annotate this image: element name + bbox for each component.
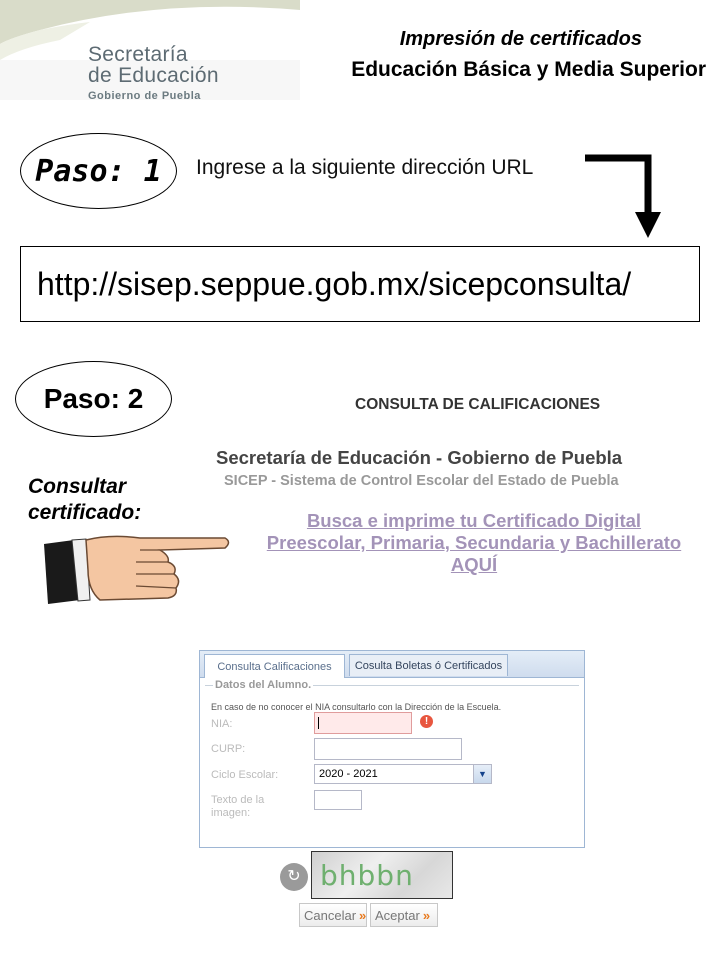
tab-consulta-calificaciones[interactable]: Consulta Calificaciones: [204, 654, 345, 678]
step-1-instruction: Ingrese a la siguiente dirección URL: [196, 156, 534, 179]
nia-note: En caso de no conocer el NIA consultarlo con la Dirección de la Escuela.: [211, 702, 502, 712]
tab-consulta-boletas[interactable]: Cosulta Boletas ó Certificados: [349, 654, 508, 676]
pointing-hand-icon: [40, 530, 235, 610]
ciclo-label: Ciclo Escolar:: [211, 769, 279, 781]
consulta-title: CONSULTA DE CALIFICACIONES: [355, 396, 601, 413]
certificate-link[interactable]: [246, 510, 702, 576]
logo-line-3: Gobierno de Puebla: [88, 90, 201, 102]
accept-button[interactable]: [370, 903, 438, 927]
cancel-button[interactable]: [299, 903, 367, 927]
consultar-certificado-label: Consultar certificado:: [28, 475, 142, 524]
nia-label: NIA:: [211, 718, 233, 730]
link-line-2[interactable]: Preescolar, Primaria, Secundaria y Bachillerato: [266, 532, 682, 553]
accept-label: Aceptar: [375, 907, 420, 923]
page-title: Impresión de certificados: [399, 28, 642, 50]
nia-input[interactable]: [314, 712, 412, 734]
step-1-label: Paso: 1: [20, 133, 177, 209]
cancel-label: Cancelar: [304, 907, 357, 923]
ciclo-value: 2020 - 2021: [319, 768, 378, 780]
arrow-down-icon: [585, 150, 665, 240]
link-line-1[interactable]: Busca e imprime tu Certificado Digital: [306, 510, 642, 531]
chevron-down-icon[interactable]: ▼: [473, 765, 491, 783]
logo: [88, 44, 219, 102]
link-line-3[interactable]: AQUÍ: [450, 554, 498, 575]
datos-alumno-fieldset: [205, 679, 579, 841]
sicep-subtitle: SICEP - Sistema de Control Escolar del Estado de Puebla: [224, 473, 619, 489]
step-2-label: Paso: 2: [15, 361, 172, 437]
logo-line-2: de Educación: [88, 64, 219, 87]
curp-label: CURP:: [211, 743, 246, 755]
texto-label-line-1: Texto de la: [211, 794, 265, 806]
logo-line-1: Secretaría: [88, 43, 188, 66]
refresh-icon[interactable]: ↻: [280, 863, 308, 891]
consulta-form: [199, 650, 585, 848]
secretaria-title: Secretaría de Educación - Gobierno de Puebla: [216, 447, 623, 468]
curp-input[interactable]: [314, 738, 462, 760]
captcha-image: bhbbn: [311, 851, 453, 899]
chevron-right-icon: »: [422, 907, 431, 923]
fieldset-legend: Datos del Alumno.: [215, 679, 312, 691]
texto-imagen-label: [211, 794, 264, 820]
chevron-right-icon: »: [359, 907, 367, 923]
ciclo-select[interactable]: [314, 764, 492, 784]
texto-label-line-2: imagen:: [211, 807, 251, 819]
page-subtitle: Educación Básica y Media Superior: [351, 58, 706, 81]
error-icon: !: [420, 715, 433, 728]
tab-bar: [200, 651, 584, 678]
url-box: http://sisep.seppue.gob.mx/sicepconsulta/: [20, 246, 700, 322]
captcha-input[interactable]: [314, 790, 362, 810]
